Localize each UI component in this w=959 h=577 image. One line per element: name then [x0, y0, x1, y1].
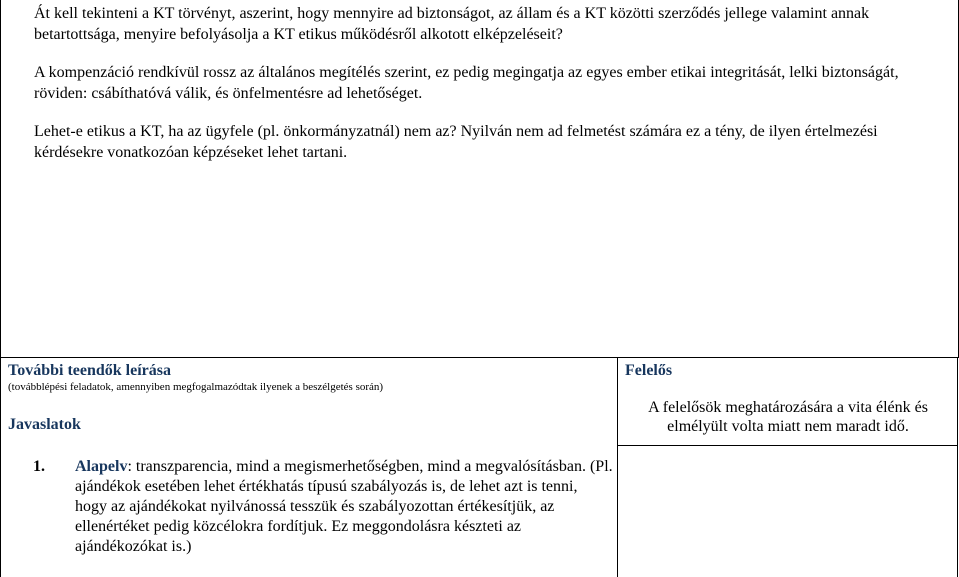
responsible-header: Felelős [625, 362, 673, 379]
list-item [33, 457, 613, 557]
tasks-subheader: (továbblépési feladatok, amennyiben megfogalmazódtak ilyenek a beszélgetés során) [8, 381, 384, 393]
table-left-border [0, 357, 1, 577]
list-item-lead: Alapelv [75, 458, 128, 475]
responsible-text: A felelősök meghatározására a vita élénk és elmélyült volta miatt nem maradt idő. [648, 399, 928, 435]
list-item-number: 1. [33, 458, 45, 475]
paragraph-client-ethics: Lehet-e etikus a KT, ha az ügyfele (pl. önkormányzatnál) nem az? Nyilván nem ad felmetést számára ez a tény, de ilyen értelmezési kérdésekre vonatkozóan képzéseket lehet tartani. [34, 123, 878, 161]
table-right-border [957, 357, 958, 577]
table-column-divider [617, 357, 618, 577]
tasks-table [0, 357, 959, 577]
paragraph-compensation: A kompenzáció rendkívül rossz az általános megítélés szerint, ez pedig megingatja az egyes ember etikai integritását, lelki biztonságát, röviden: csábíthatóvá válik, és önfelmentésre ad lehetőséget. [34, 64, 899, 102]
list-item-text: : transzparencia, mind a megismerhetőségben, mind a megvalósításban. (Pl. ajándékok esetében lehet értékhatás típusú szabályozás is, de lehet azt is tenni, hogy az ajándékokat nyilvánossá tesszük és szabályozottan értékesítjük, az ellenértéket pedig közcélokra fordítjuk. Ez meggondolásra készteti az ajándékozókat is.) [75, 458, 613, 555]
tasks-header: További teendők leírása [8, 362, 171, 379]
suggestions-heading: Javaslatok [8, 416, 81, 433]
paragraph-kt-law: Át kell tekinteni a KT törvényt, aszerint, hogy mennyire ad biztonságot, az állam és a KT közötti szerződés jellege valamint annak betartottsága, menyire befolyásolja a KT etikus működésről alkotott elképzeléseit? [34, 5, 870, 43]
table-top-border [0, 357, 959, 358]
right-column-divider [617, 445, 958, 446]
